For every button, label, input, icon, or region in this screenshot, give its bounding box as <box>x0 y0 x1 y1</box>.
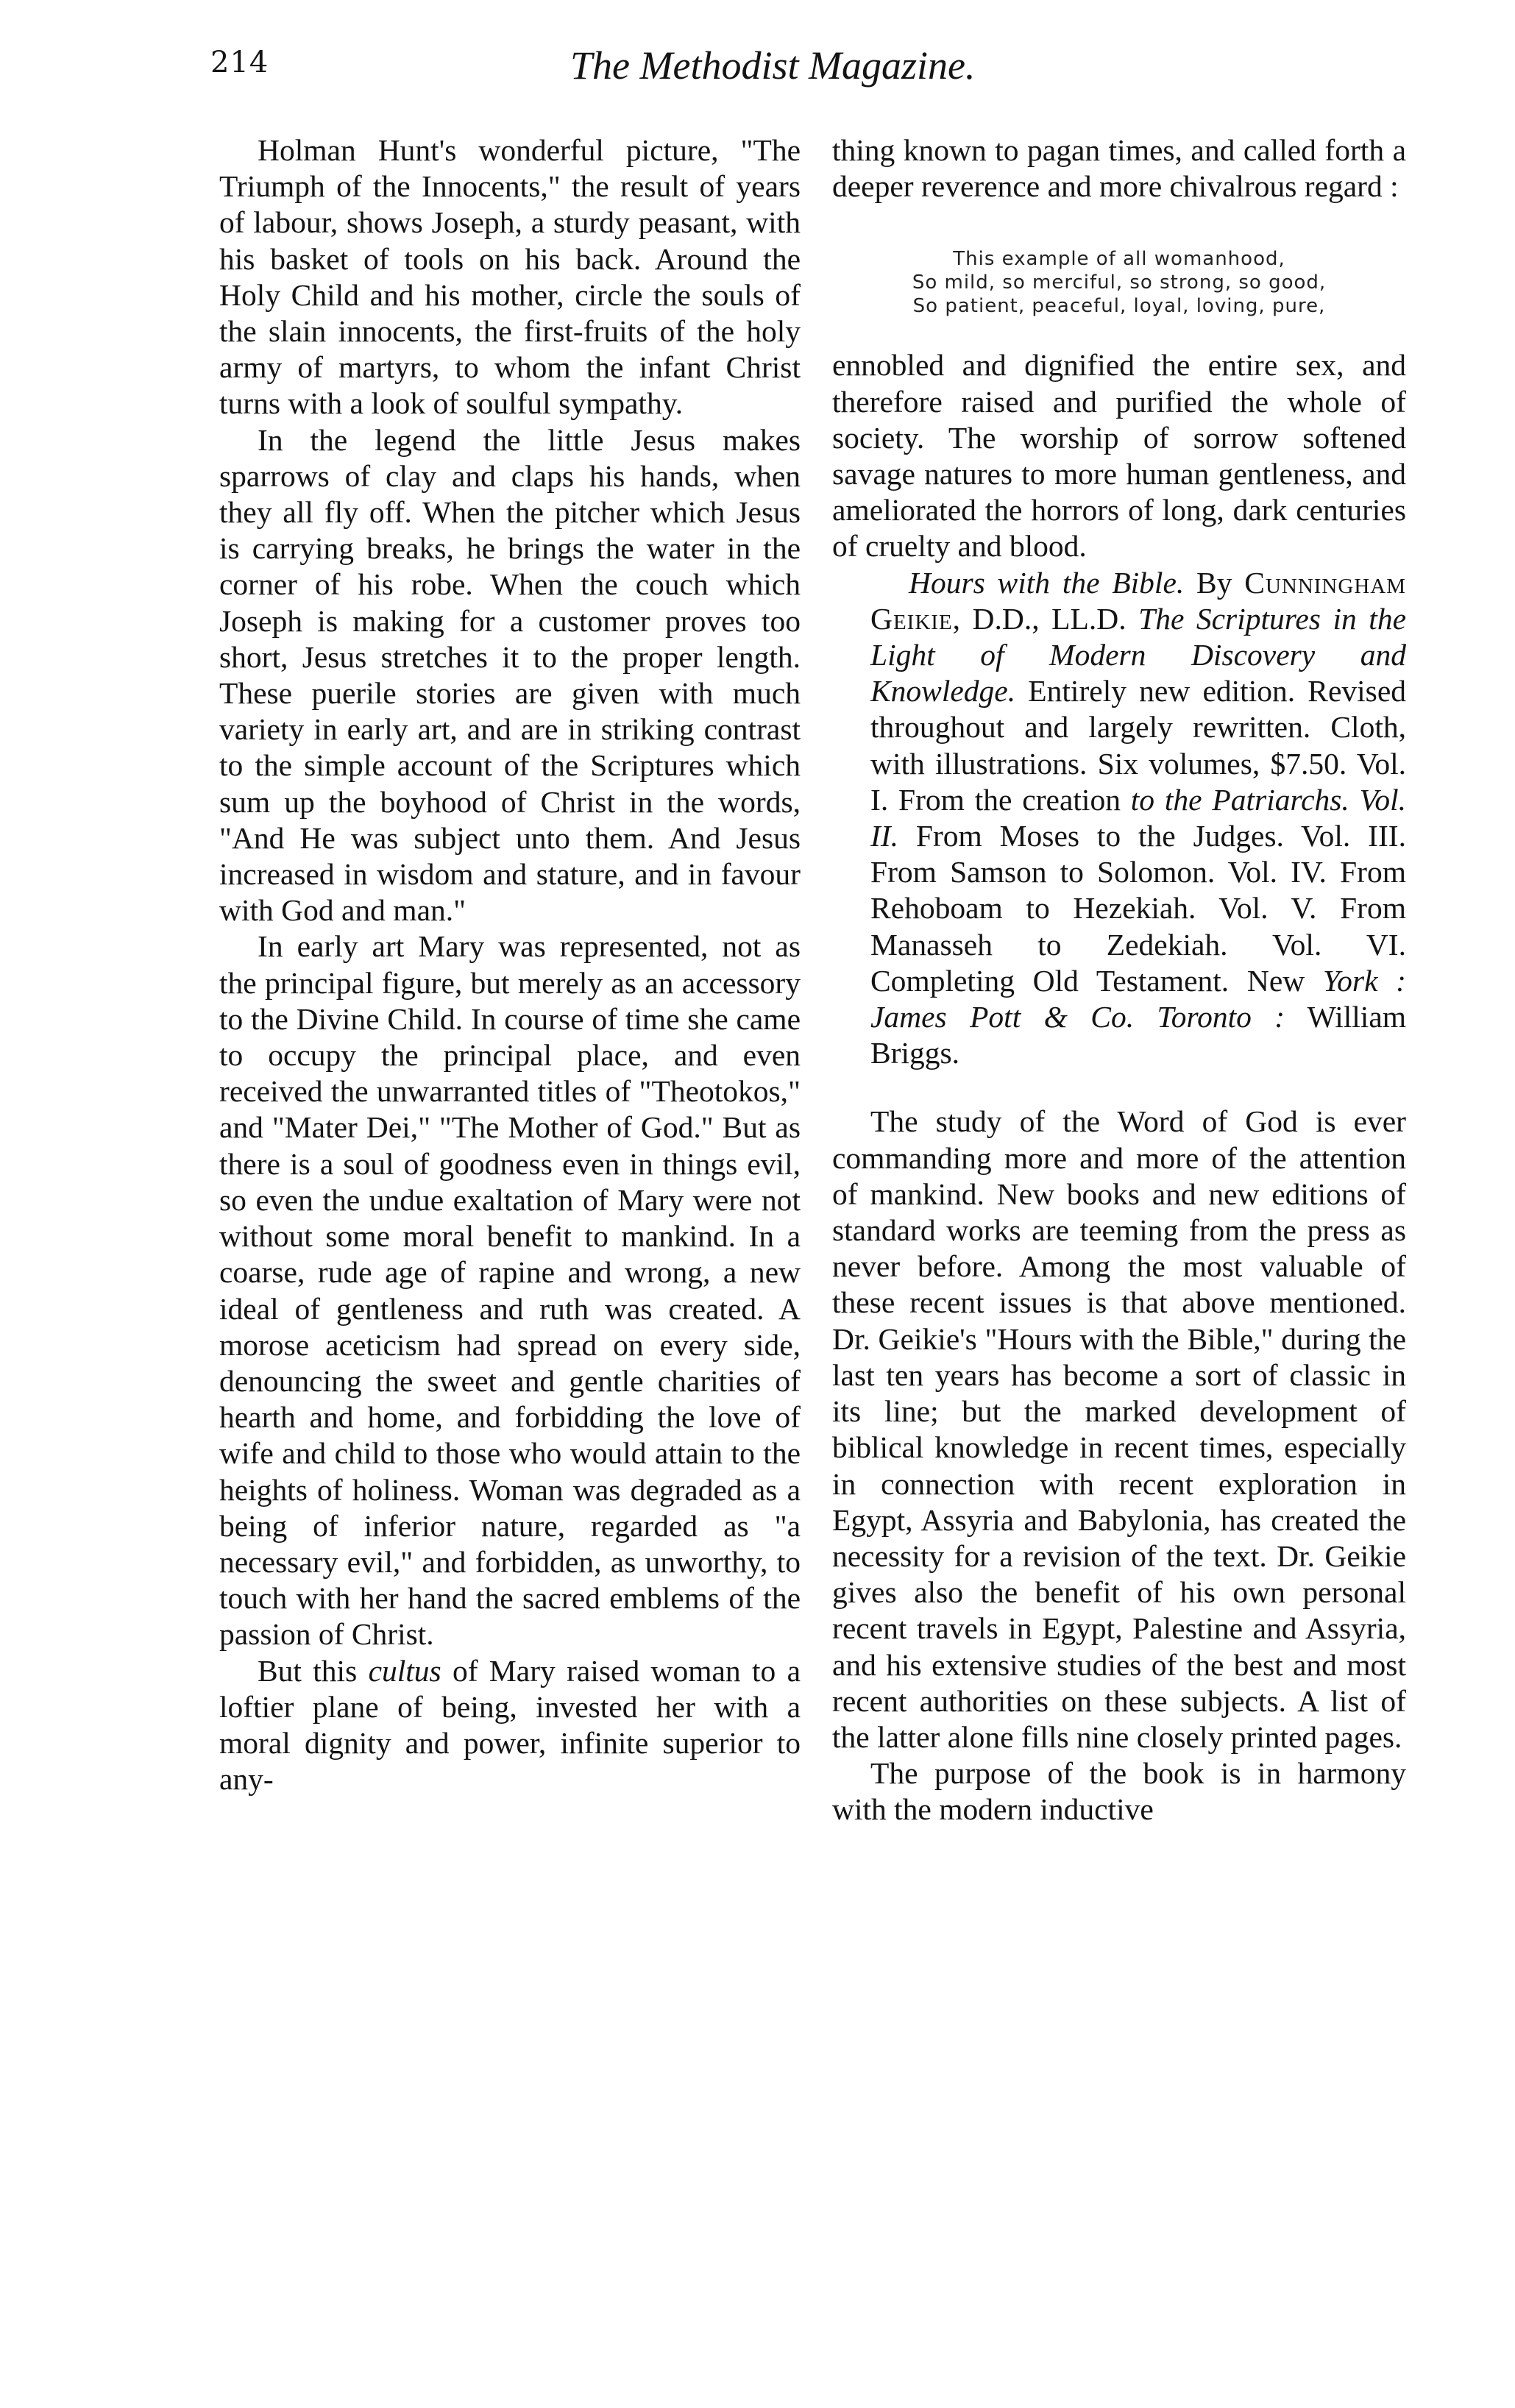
poem-line: This example of all womanhood, <box>953 248 1285 271</box>
paragraph-continuation: thing known to pagan times, and called forth a deeper reverence and more chivalrous regard : <box>832 133 1406 204</box>
paragraph-early-art: In early art Mary was represented, not as the principal figure, but merely as an accessory to the Divine Child. In course of time she came to occupy the principal place, and even received the unwarranted titles of "Theotokos," and "Mater Dei," "The Mother of God." But as there is a soul of goodness even in things evil, so even the undue exaltation of Mary were not without some moral benefit to mankind. In a coarse, rude age of rapine and wrong, a new ideal of gentleness and ruth was created. A morose aceticism had spread on every side, denouncing the sweet and gentle charities of hearth and home, and forbidding the love of wife and child to those who would attain to the heights of holiness. Woman was degraded as a being of inferior nature, regarded as "a necessary evil," and forbidden, as unworthy, to touch with her hand the sacred emblems of the passion of Christ. <box>219 929 801 1652</box>
paragraph-study-word: The study of the Word of God is ever commanding more and more of the attention of mankind. New books and new editions of standard works are teeming from the press as never before. Among the most valuable of these recent issues is that above mentioned. Dr. Geikie's "Hours with the Bible," during the last ten years has become a sort of classic in its line; but the marked development of biblical knowledge in recent times, especially in connection with recent exploration in Egypt, Assyria and Babylonia, has created the necessity for a revision of the text. Dr. Geikie gives also the benefit of his own personal recent travels in Egypt, Palestine and Assyria, and his extensive studies of the best and most recent authorities on these subjects. A list of the latter alone fills nine closely printed pages. <box>832 1104 1406 1754</box>
review-volumes: From Moses to the Judges. Vol. III. From Samson to Solomon. Vol. IV. From Rehoboam to Hezekiah. Vol. V. From Manasseh to Zedekiah. Vol. VI. Completing Old Testament. New <box>870 819 1406 998</box>
page-number: 214 <box>210 46 269 79</box>
review-details: Entirely new edition. Revised throughout and largely rewritten. Cloth, with illustrations. Six volumes, $7.50. Vol. I. From the creation <box>870 674 1406 817</box>
review-subtitle: The Scriptures in the Light of Modern Discovery and Knowledge. <box>870 601 1406 708</box>
review-by: By <box>1184 565 1245 600</box>
review-publisher: York : James Pott & Co. Toronto : <box>870 963 1407 1034</box>
paragraph-legend: In the legend the little Jesus makes sparrows of clay and claps his hands, when they all fly off. When the pitcher which Jesus is carrying breaks, he brings the water in the corner of his robe. When the couch which Joseph is making for a customer proves too short, Jesus stretches it to the proper length. These puerile stories are given with much variety in early art, and are in striking contrast to the simple account of the Scriptures which sum up the boyhood of Christ in the words, "And He was subject unto them. And Jesus increased in wisdom and stature, and in favour with God and man." <box>219 422 801 928</box>
cultus-italic: cultus <box>368 1653 441 1688</box>
review-author: Cunningham Geikie <box>870 565 1406 636</box>
paragraph-holman-hunt: Holman Hunt's wonderful picture, "The Triumph of the Innocents," the result of years of labour, shows Joseph, a sturdy peasant, with his basket of tools on his back. Around the Holy Child and his mother, circle the souls of the slain innocents, the first-fruits of the holy army of martyrs, to whom the infant Christ turns with a look of soulful sympathy. <box>219 133 801 421</box>
paragraph-ennobled: ennobled and dignified the entire sex, and therefore raised and purified the whole of society. The worship of sorrow softened savage natures to more human gentleness, and ameliorated the horrors of long, dark centuries of cruelty and blood. <box>832 348 1406 564</box>
review-book-title: Hours with the Bible. <box>909 565 1185 600</box>
review-vol-italic: to the Patriarchs. Vol. II. <box>870 782 1407 853</box>
running-title: The Methodist Magazine. <box>570 43 976 88</box>
cultus-text-after: of Mary raised woman to a loftier plane of being, invested her with a moral dignity and power, infinite superior to any- <box>219 1653 801 1797</box>
section-gap <box>832 1071 1406 1104</box>
right-column <box>832 132 1406 1828</box>
left-column <box>219 132 801 1797</box>
poem-quote <box>832 247 1406 318</box>
poem-line: So patient, peaceful, loyal, loving, pure, <box>912 295 1326 318</box>
poem-line: So mild, so merciful, so strong, so good, <box>912 271 1327 294</box>
paragraph-purpose: The purpose of the book is in harmony with the modern inductive <box>832 1756 1406 1827</box>
review-publisher-end: William Briggs. <box>870 1000 1407 1070</box>
book-review-entry <box>832 565 1406 1072</box>
paragraph-cultus <box>219 1653 801 1798</box>
cultus-text-before: But this <box>258 1653 369 1688</box>
review-degrees: , D.D., LL.D. <box>952 601 1139 636</box>
